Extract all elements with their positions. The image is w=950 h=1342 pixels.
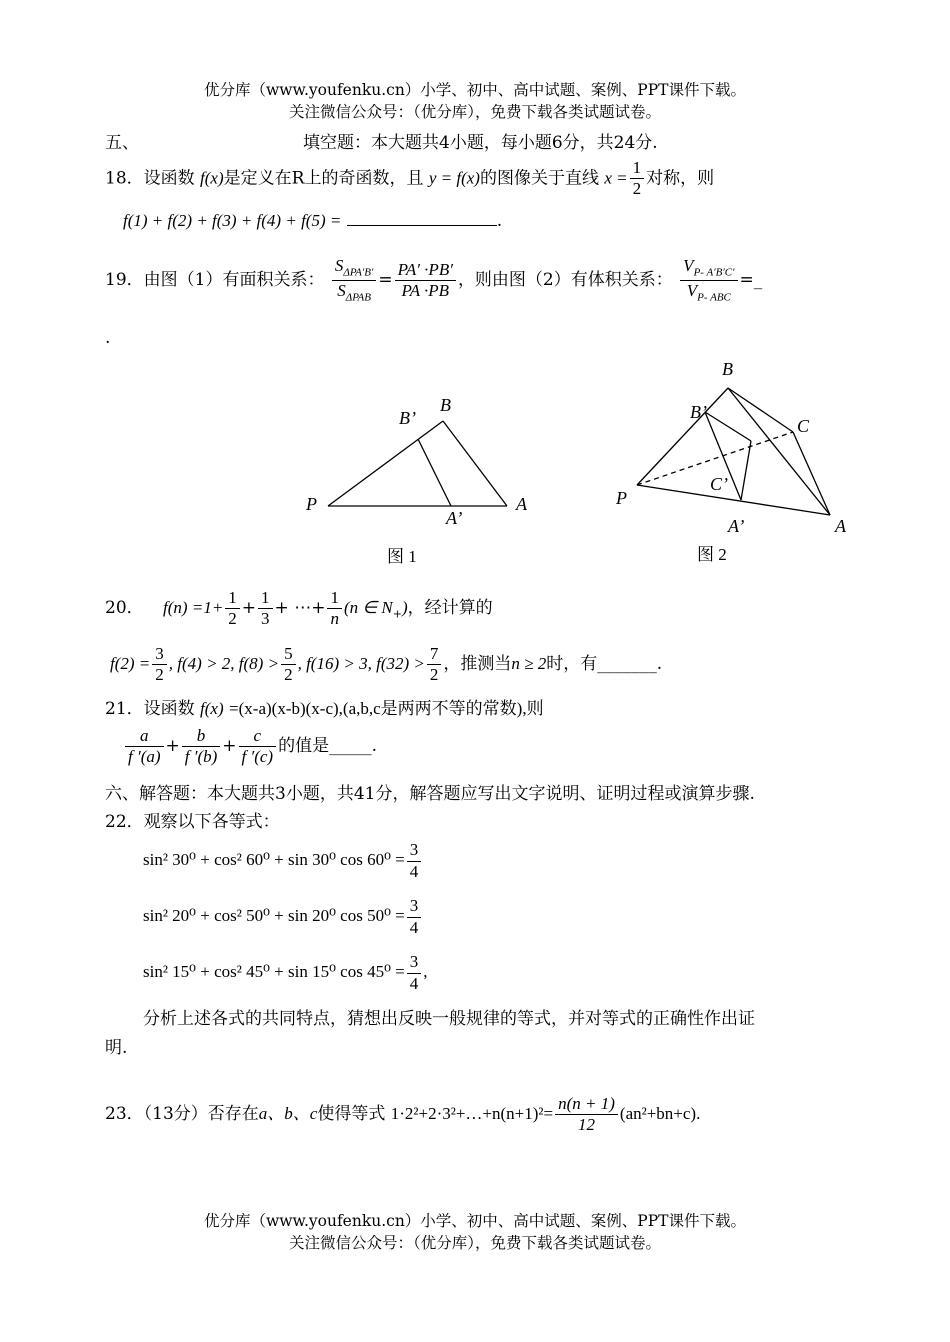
q20-text-b: ，推测当 xyxy=(443,654,512,674)
q20-term-1: $\frac{1}{2}$ xyxy=(225,588,240,630)
fig2-edge-pa xyxy=(637,485,830,515)
q23-line xyxy=(105,1088,700,1140)
footer-line-2: 关注微信公众号：（优分库），免费下载各类试题试卷。 xyxy=(288,1234,661,1252)
q18-text-c: 的图像关于直线 xyxy=(479,168,599,189)
q20-l2a: f(2) = xyxy=(110,654,151,673)
q23-vars: a、b、c xyxy=(258,1104,318,1123)
q21-text-c: 的值是 xyxy=(278,736,330,756)
q18-text-a: 设函数 xyxy=(143,168,195,189)
section6-title: 六、解答题：本大题共3小题，共41分，解答题应写出文字说明、证明过程或演算步骤. xyxy=(105,784,755,804)
q20-text-a: ，经计算的 xyxy=(407,598,493,618)
q19-text-b: ，则由图（2）有体积关系： xyxy=(457,270,673,290)
figure-1 xyxy=(295,390,545,570)
q20-value-2: $\frac{5}{2}$ xyxy=(281,644,296,686)
fig2-label-c: C xyxy=(797,416,810,436)
q20-term-2: $\frac{1}{3}$ xyxy=(258,588,273,630)
q22-analysis-1: 分析上述各式的共同特点，猜想出反映一般规律的等式，并对等式的正确性作出证 xyxy=(143,1009,755,1029)
q18-xeq: x = xyxy=(604,168,628,188)
fig2-caption: 图 2 xyxy=(697,545,727,564)
q21-text-a: 设函数 xyxy=(143,699,195,719)
q23-fraction: $\frac{n(n + 1)}{12}$ xyxy=(555,1094,618,1136)
q21-text-b: =(x-a)(x-b)(x-c),(a,b,c是两两不等的常数),则 xyxy=(229,699,544,718)
q20-text-c: 时，有 xyxy=(546,654,598,674)
fig2-label-p: P xyxy=(616,488,627,508)
q23-number: 23． xyxy=(105,1104,144,1124)
q18-text-d: 对称，则 xyxy=(646,168,715,189)
q23-text-b: 使得等式 xyxy=(317,1104,386,1124)
q19-area-fraction: $\frac{S_{\Delta PA'B'}}{S_{\Delta PAB}}$ xyxy=(332,256,377,304)
fig2-label-cprime: C’ xyxy=(710,474,728,494)
q21-number: 21． xyxy=(105,699,144,719)
fig1-edge-pb xyxy=(328,421,443,506)
q22-number: 22． xyxy=(105,812,144,832)
q20-end: . xyxy=(656,654,663,674)
q18-answer-blank[interactable] xyxy=(347,225,497,226)
q21-frac-a: $\frac{a}{f '(a)}$ xyxy=(125,726,164,768)
header-line-2: 关注微信公众号：（优分库），免费下载各类试题试卷。 xyxy=(288,103,661,121)
q21-frac-c: $\frac{c}{f '(c)}$ xyxy=(239,726,277,768)
section5-title: 填空题：本大题共4小题，每小题6分，共24分. xyxy=(303,133,658,153)
fig2-label-b: B xyxy=(722,359,733,379)
fig1-label-aprime: A’ xyxy=(446,508,463,528)
q20-l2b: , f(4) > 2, f(8) > xyxy=(168,654,280,673)
q20-ncond: n ≥ 2 xyxy=(511,654,547,673)
q21-end: . xyxy=(371,736,377,756)
q19-ratio-fraction: $\frac{PA' \cdot PB'}{PA \cdot PB}$ xyxy=(395,260,456,302)
q21-answer-blank[interactable]: _____ xyxy=(329,736,372,756)
fig2-label-bprime: B’ xyxy=(690,402,707,422)
q23-tail: (an²+bn+c). xyxy=(619,1104,701,1123)
q18-text-b: 是定义在R上的奇函数，且 xyxy=(223,168,424,189)
q20-cond: (n ∈ N xyxy=(343,598,393,617)
fig2-label-aprime: A’ xyxy=(728,516,745,536)
q19-tail: _ xyxy=(753,270,763,290)
q18-number: 18． xyxy=(105,168,144,189)
fig2-edge-bc xyxy=(728,388,793,432)
q21-line-1 xyxy=(105,694,544,719)
fig1-edge-bpap xyxy=(418,439,451,506)
q22-equation-3: sin² 15⁰ + cos² 45⁰ + sin 15⁰ cos 45⁰ = $\frac{3}{4}$ , xyxy=(143,952,428,993)
q20-plus-1: + xyxy=(241,598,257,618)
fig2-edge-ca xyxy=(793,432,830,515)
footer-line-1: 优分库（www.youfenku.cn）小学、初中、高中试题、案例、PPT课件下载。 xyxy=(203,1212,747,1230)
section5-number: 五、 xyxy=(105,133,139,153)
q19-number: 19． xyxy=(105,270,144,290)
q20-value-3: $\frac{7}{2}$ xyxy=(427,644,442,686)
fig1-edge-ba xyxy=(443,421,507,506)
q22-intro: 观察以下各等式： xyxy=(143,812,280,832)
q23-text-a: （13分）否存在 xyxy=(143,1104,259,1124)
fig2-edge-cpap xyxy=(741,441,751,500)
q20-line-2 xyxy=(110,636,662,692)
q21-line-2 xyxy=(123,720,377,772)
q19-volume-fraction: $\frac{V_{P- A'B'C'}}{V_{P- ABC}}$ xyxy=(680,256,737,304)
q19-dot: . xyxy=(105,328,111,348)
q18-line-2 xyxy=(123,211,502,231)
q20-term-3: $\frac{1}{n}$ xyxy=(327,588,342,630)
q18-fx: f(x) xyxy=(200,168,224,188)
q21-plus-1: + xyxy=(165,736,180,756)
q22-equation-2: sin² 20⁰ + cos² 50⁰ + sin 20⁰ cos 50⁰ = $\frac{3}{4}$ xyxy=(143,889,423,943)
q21-fx: f(x) xyxy=(200,699,224,718)
q22-analysis-2: 明. xyxy=(105,1038,128,1058)
fig2-edge-bpcp xyxy=(705,412,751,441)
q18-fraction: $\frac{1}{2}$ xyxy=(630,158,645,200)
q22-equation-1: sin² 30⁰ + cos² 60⁰ + sin 30⁰ cos 60⁰ = $\frac{3}{4}$ xyxy=(143,833,423,887)
fig2-label-a: A xyxy=(835,516,846,536)
q18-end: . xyxy=(496,211,503,231)
q20-answer-blank[interactable]: _______ xyxy=(597,654,657,674)
q20-fn: f(n) =1+ xyxy=(163,598,224,617)
header-line-1: 优分库（www.youfenku.cn）小学、初中、高中试题、案例、PPT课件下载。 xyxy=(203,81,747,99)
q19-line-1 xyxy=(105,250,762,310)
q22-intro-line xyxy=(105,807,280,832)
q20-number: 20． xyxy=(105,598,144,618)
q19-eq2: = xyxy=(739,270,754,290)
fig1-label-p: P xyxy=(306,494,317,514)
q21-frac-b: $\frac{b}{f '(b)}$ xyxy=(182,726,221,768)
q20-line-1 xyxy=(105,580,493,641)
q20-cond-end: ) xyxy=(401,598,408,617)
q18-eq: y = f(x) xyxy=(428,168,480,188)
q21-plus-2: + xyxy=(222,736,237,756)
figure-2 xyxy=(605,355,865,570)
q20-l2c: , f(16) > 3, f(32) > xyxy=(297,654,425,673)
q20-cond-sub: + xyxy=(392,607,402,621)
q19-eq1: = xyxy=(378,270,393,290)
fig1-caption: 图 1 xyxy=(387,547,417,566)
q23-series: 1·2²+2·3²+…+n(n+1)²= xyxy=(390,1104,554,1123)
q18-sum: f(1) + f(2) + f(3) + f(4) + f(5) = xyxy=(123,211,342,230)
q20-value-1: $\frac{3}{2}$ xyxy=(152,644,167,686)
q19-text-a: 由图（1）有面积关系： xyxy=(143,270,325,290)
fig1-label-b: B xyxy=(440,395,451,415)
q18-line-1 xyxy=(105,158,714,200)
fig1-label-bprime: B’ xyxy=(399,408,416,428)
q20-plus-2: + ⋯+ xyxy=(274,598,326,618)
fig2-edge-ba xyxy=(728,388,830,515)
fig1-label-a: A xyxy=(516,494,527,514)
